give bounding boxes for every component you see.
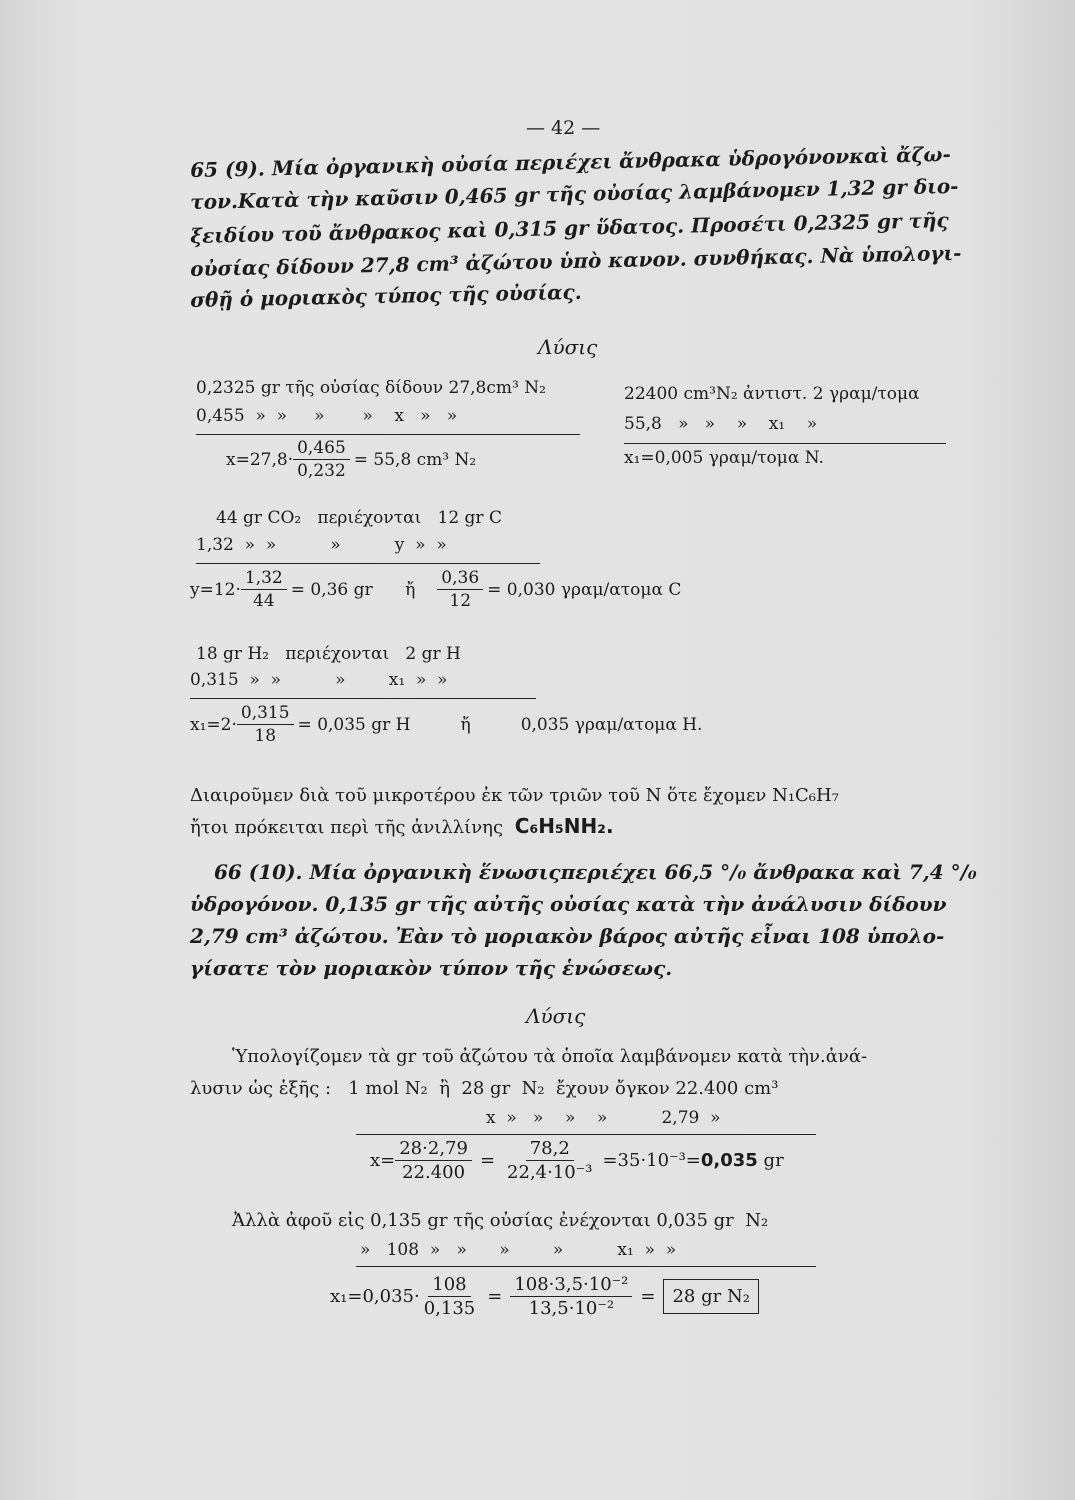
formula-prefix: y=12· [190,579,241,600]
denominator: 44 [253,591,275,611]
problem-65-line: τον.Κατὰ τὴν καῦσιν 0,465 gr τῆς οὐσίας λαμβάνομεν 1,32 gr διο- [190,173,959,214]
or-label: ἤ [460,714,471,735]
divider [356,1134,816,1135]
equals-sign: = [487,1286,503,1307]
formula-prefix: x₁=0,035· [330,1286,420,1307]
calc-row: 55,8 » » » x₁ » [624,414,818,434]
denominator: 0,232 [297,461,346,481]
formula-prefix: x=27,8· [226,449,294,470]
problem-66-line: 66 (10). Μία ὀργανικὴ ἕνωσιςπεριέχει 66,5 °/₀ ἄνθρακα καὶ 7,4 °/₀ [214,860,977,884]
formula [226,438,476,481]
calc-row: x₁=0,005 γραμ/τομα N. [624,448,824,468]
solution-line: Ἀλλὰ ἀφοῦ εἰς 0,135 gr τῆς οὐσίας ἐνέχονται 0,035 gr N₂ [232,1210,769,1231]
formula [370,1138,784,1183]
numerator: 1,32 [241,568,287,590]
calc-row: 0,315 » » » x₁ » » [190,670,448,690]
problem-66-line: γίσατε τὸν μοριακὸν τύπον τῆς ἑνώσεως. [190,956,673,980]
formula-prefix: x= [370,1150,396,1171]
denominator: 12 [449,591,472,611]
calc-row: 22400 cm³N₂ ἀντιστ. 2 γραμ/τομα [624,384,920,404]
solution-line: x » » » » 2,79 » [486,1108,721,1128]
solution-heading: Λύσις [526,1004,586,1028]
problem-65-line: ξειδίου τοῦ ἄνθρακος καὶ 0,315 gr ὕδατος. Προσέτι 0,2325 gr τῆς [190,208,949,248]
divider [196,563,540,564]
formula-result: =35·10⁻³= [602,1150,701,1171]
calc-row: 18 gr H₂ περιέχονται 2 gr H [196,644,461,664]
equals-sign: = [640,1286,656,1307]
formula-result-bold: 0,035 [700,1150,758,1171]
problem-65-line: σθῇ ὁ μοριακὸς τύπος τῆς οὐσίας. [190,279,582,312]
conclusion-text: ἤτοι πρόκειται περὶ τῆς ἀνιλλίνης [190,817,504,838]
denominator: 22.400 [402,1162,466,1183]
divider [624,443,946,444]
conclusion-line: Διαιροῦμεν διὰ τοῦ μικροτέρου ἐκ τῶν τριῶν τοῦ N ὅτε ἔχομεν N₁C₆H₇ [190,785,839,806]
denominator: 0,135 [423,1298,476,1319]
equals-sign: = [479,1150,496,1171]
calc-row: 44 gr CO₂ περιέχονται 12 gr C [216,508,502,528]
formula-unit: gr [757,1150,784,1171]
formula [190,703,702,746]
formula-result: = 0,030 γραμ/ατομα C [487,579,682,600]
numerator: 0,315 [237,703,294,725]
calc-row: 0,455 » » » » x » » [196,406,458,426]
aniline-formula: C₆H₅NH₂. [514,814,614,838]
calc-row: 0,2325 gr τῆς οὐσίας δίδουν 27,8cm³ N₂ [196,378,546,398]
problem-66-line: 2,79 cm³ ἀζώτου. Ἐὰν τὸ μοριακὸν βάρος αὐτῆς εἶναι 108 ὑπολο- [190,924,945,948]
problem-65-line: 65 (9). Μία ὀργανικὴ οὐσία περιέχει ἄνθρακα ὑδρογόνονκαὶ ἄζω- [190,142,951,182]
solution-line: λυσιν ὡς ἑξῆς : 1 mol N₂ ἢ 28 gr N₂ ἔχουν ὄγκον 22.400 cm³ [190,1078,779,1099]
denominator: 22,4·10⁻³ [507,1162,593,1183]
conclusion-line [190,814,614,838]
numerator: 78,2 [526,1138,574,1161]
formula-mid: = 0,035 gr H [297,714,411,735]
numerator: 28·2,79 [395,1138,472,1161]
numerator: 108·3,5·10⁻² [510,1274,632,1297]
formula-result: 0,035 γραμ/ατομα H. [520,714,703,735]
denominator: 18 [254,726,277,746]
divider [356,1266,816,1267]
page-number: — 42 — [526,117,601,139]
numerator: 108 [428,1274,470,1297]
formula-result: = 55,8 cm³ N₂ [353,449,477,470]
formula [190,568,681,611]
problem-65-line: οὐσίας δίδουν 27,8 cm³ ἀζώτου ὑπὸ κανον. συνθήκας. Νὰ ὑπολογι- [190,240,962,281]
calc-row: 1,32 » » » y » » [196,535,447,555]
solution-line: » 108 » » » » x₁ » » [360,1240,677,1260]
numerator: 0,465 [293,438,350,460]
formula-prefix: x₁=2· [190,714,237,735]
problem-66-line: ὑδρογόνον. 0,135 gr τῆς αὐτῆς οὐσίας κατὰ τὴν ἀνάλυσιν δίδουν [190,892,947,916]
formula-mid: = 0,36 gr ἤ [290,579,416,600]
numerator: 0,36 [437,568,483,590]
divider [196,434,580,435]
formula [330,1274,759,1319]
solution-line: Ὑπολογίζομεν τὰ gr τοῦ ἀζώτου τὰ ὁποῖα λαμβάνομεν κατὰ τὴν.ἀνά- [232,1046,868,1067]
denominator: 13,5·10⁻² [528,1298,615,1319]
final-answer-box: 28 gr N₂ [663,1279,758,1314]
divider [190,698,536,699]
solution-heading: Λύσις [538,335,598,359]
